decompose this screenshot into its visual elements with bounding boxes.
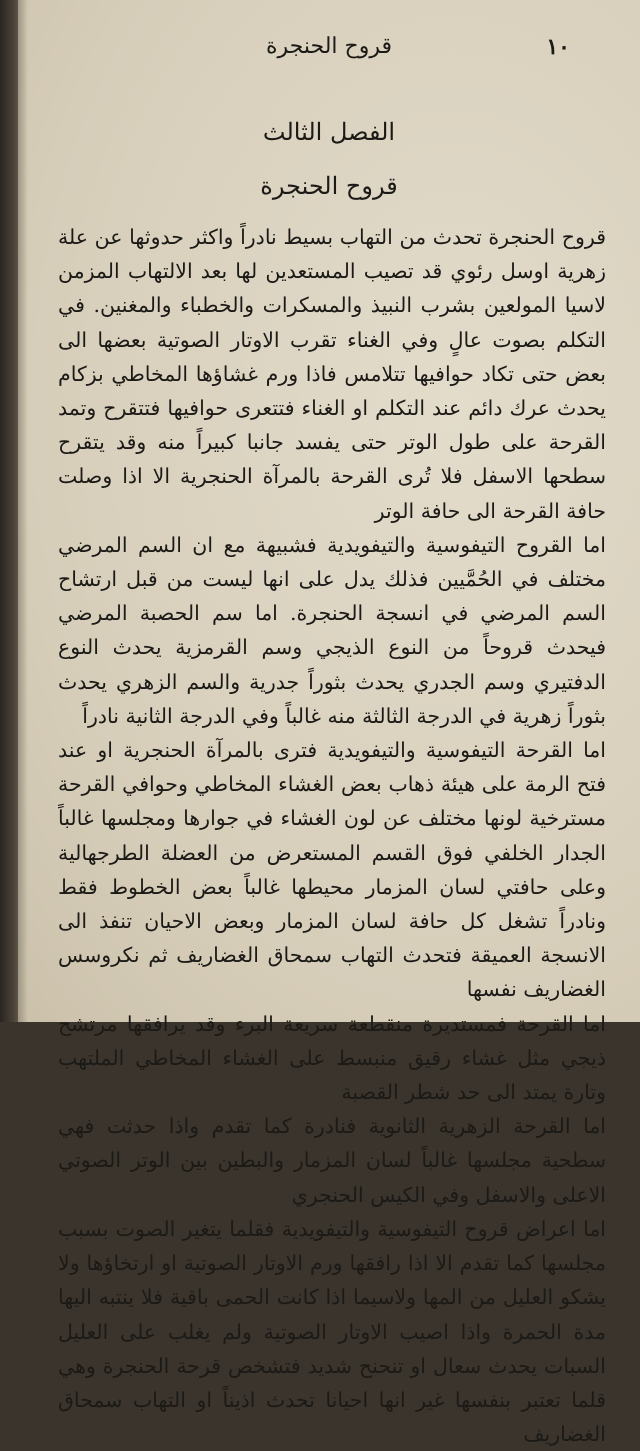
paragraph: اما القرحة التيفوسية والتيفويدية فترى بالمرآة الحنجرية او عند فتح الرمة على هيئة ذهاب بعض الغشاء المخاطي وحوافي القرحة مسترخية لونها مختلف عن لون الغشاء في جوارها ومجلسها غالباً الجدار الخلفي فوق القسم المستعرض من العضلة الطرجهالية وعلى حافتي لسان المزمار محيطها غالباً بعض الخطوط فقط ونادراً تشغل كل حافة لسان المزمار وبعض الاحيان تنفذ الى الانسجة العميقة فتحدث التهاب سمحاق الغضاريف ثم نكروسس الغضاريف نفسها: [58, 738, 606, 1002]
paragraph: اما اعراض قروح التيفوسية والتيفويدية فقلما يتغير الصوت بسبب مجلسها كما تقدم الا اذا رافقها ورم الاوتار الصوتية او ارتخاؤها ولا يشكو العليل من المها ولاسيما اذا كانت الحمى باقية فلا ينتبه اليها مدة الحمرة واذا اصيب الاوتار الصوتية ولم يغلب على العليل السبات يحدث سعال او تنحنح شديد فتشخص قرحة الحنجرة وهي قلما تعتبر بنفسها غير انها احيانا تحدث اذيناً او التهاب سمحاق الغضاريف: [58, 1216, 606, 1447]
page-header: [58, 30, 600, 70]
page-number: ١٠: [546, 34, 570, 60]
paragraph: اما القرحة الزهرية الثانوية فنادرة كما تقدم واذا حدثت فهي سطحية مجلسها غالباً لسان المزمار والبطين بين الوتر الصوتي الاعلى والاسفل وفي الكيس الحنجري: [58, 1114, 606, 1207]
paragraph: قروح الحنجرة تحدث من التهاب بسيط نادراً واكثر حدوثها عن علة زهرية اوسل رئوي قد تصيب المستعدين لها بعد الالتهاب المزمن لاسيا المولعين بشرب النبيذ والمسكرات والخطباء والمغنين. في التكلم بصوت عالٍ وفي الغناء تقرب الاوتار الصوتية بعضها الى بعض حتى تكاد حوافيها تتلامس فاذا ورم غشاؤها المخاطي بزكام يحدث عرك دائم عند التكلم او الغناء فتتعرى حوافيها فتتقرح وتمد القرحة على طول الوتر حتى يفسد جانبا كبيراً منه وقد يتقرح سطحها الاسفل فلا تُرى القرحة بالمرآة الحنجرية الا اذا وصلت حافة القرحة الى حافة الوتر: [58, 225, 606, 523]
running-title: قروح الحنجرة: [266, 34, 392, 59]
book-page: [18, 0, 640, 1447]
paragraph: اما القرحة فمستديرة منقطعة سريعة البرء وقد يرافقها مرتشح ذيجي مثل غشاء رقيق منبسط على الغشاء المخاطي الملتهب وتارة يمتد الى حد شطر القصبة: [58, 1011, 606, 1105]
paragraph: اما القروح التيفوسية والتيفويدية فشبيهة مع ان السم المرضي مختلف في الحُمَّيين فذلك يدل على انها ليست من قبل ارتشاح السم المرضي في انسجة الحنجرة. اما سم الحصبة المرضي فيحدث قروحاً من النوع الذيجي وسم القرمزية يحدث النوع الدفتيري وسم الجدري يحدث بثوراً جدرية والسم الزهري يحدث بثوراً زهرية في الدرجة الثالثة منه غالباً وفي الدرجة الثانية نادراً: [58, 532, 606, 728]
body-text: [58, 220, 606, 1451]
section-title: قروح الحنجرة: [260, 172, 398, 200]
chapter-title: الفصل الثالث: [262, 118, 396, 146]
page-gutter-shadow: [18, 0, 28, 1022]
